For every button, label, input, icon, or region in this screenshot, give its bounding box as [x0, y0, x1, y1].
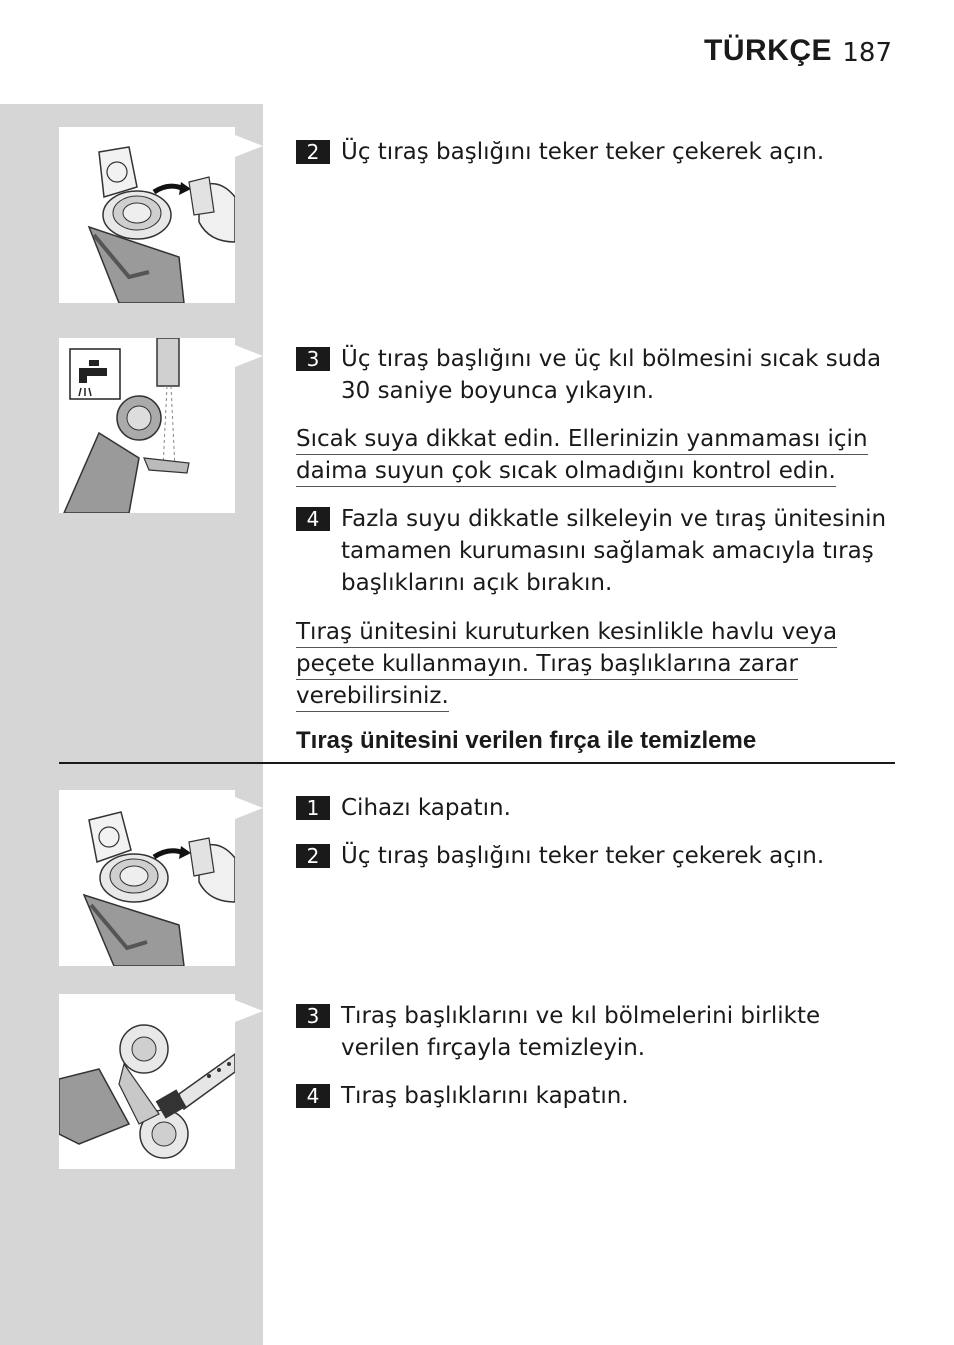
shaver-open-heads-drawing: [59, 790, 235, 966]
warning-note: [296, 616, 876, 712]
shaver-open-heads-drawing: [59, 127, 235, 303]
shaver-rinse-drawing: [59, 338, 235, 513]
shaver-open-heads-illustration: [59, 127, 235, 303]
step-item: [296, 136, 896, 168]
step-text: Üç tıraş başlığını teker teker çekerek açın.: [341, 843, 825, 869]
illustration-pointer: [235, 345, 263, 367]
step-text: Üç tıraş başlığını ve üç kıl bölmesini sıcak suda 30 saniye boyunca yıkayın.: [341, 346, 882, 404]
step-number-badge: 2: [296, 844, 330, 868]
shaver-brush-drawing: [59, 994, 235, 1169]
warning-text: Tıraş ünitesini kuruturken kesinlikle havlu veya peçete kullanmayın. Tıraş başlıklarına zarar verebilirsiniz.: [296, 619, 837, 712]
language-header: TÜRKÇE: [704, 34, 832, 67]
page-number: 187: [842, 38, 892, 68]
step-text: Tıraş başlıklarını kapatın.: [341, 1083, 629, 1109]
illustration-pointer: [235, 797, 263, 819]
step-number-badge: 4: [296, 507, 330, 531]
step-text: Cihazı kapatın.: [341, 795, 511, 821]
illustration-pointer: [235, 1000, 263, 1022]
warning-text: Sıcak suya dikkat edin. Ellerinizin yanmaması için daima suyun çok sıcak olmadığını kontrol edin.: [296, 426, 868, 487]
step-item: [296, 503, 896, 599]
step-item: [296, 840, 896, 872]
step-item: [296, 1080, 896, 1112]
warning-note: [296, 423, 876, 487]
step-item: [296, 792, 896, 824]
shaver-rinse-tap-illustration: [59, 338, 235, 513]
step-number-badge: 2: [296, 140, 330, 164]
step-number-badge: 3: [296, 347, 330, 371]
section-title: Tıraş ünitesini verilen fırça ile temizleme: [296, 727, 757, 754]
step-text: Üç tıraş başlığını teker teker çekerek açın.: [341, 139, 825, 165]
step-number-badge: 4: [296, 1084, 330, 1108]
shaver-open-heads-illustration: [59, 790, 235, 966]
step-item: [296, 343, 896, 407]
step-text: Tıraş başlıklarını ve kıl bölmelerini birlikte verilen fırçayla temizleyin.: [341, 1003, 821, 1061]
step-number-badge: 1: [296, 796, 330, 820]
illustration-pointer: [235, 135, 263, 157]
step-item: [296, 1000, 896, 1064]
step-number-badge: 3: [296, 1004, 330, 1028]
section-divider: [59, 762, 895, 764]
shaver-brush-cleaning-illustration: [59, 994, 235, 1169]
step-text: Fazla suyu dikkatle silkeleyin ve tıraş ünitesinin tamamen kurumasını sağlamak amacıyla tıraş başlıklarını açık bırakın.: [341, 506, 887, 596]
